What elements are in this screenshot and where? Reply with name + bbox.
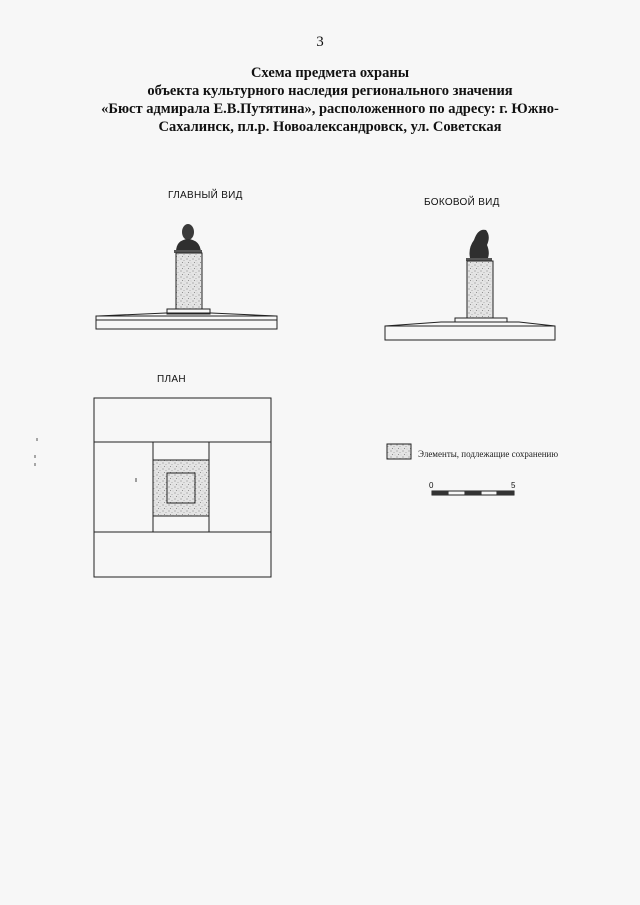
margin-marks bbox=[35, 438, 37, 466]
platform-front bbox=[96, 320, 277, 329]
scale-bar bbox=[432, 491, 514, 495]
side-view-label: БОКОВОЙ ВИД bbox=[424, 197, 500, 208]
pedestal-side bbox=[467, 261, 493, 318]
bust-side bbox=[466, 230, 492, 261]
scale-end-label: 5 bbox=[511, 481, 516, 490]
title-line-4: Сахалинск, пл.р. Новоалександровск, ул. Советская bbox=[158, 119, 502, 135]
main-view-drawing bbox=[96, 224, 277, 329]
page-number: 3 bbox=[316, 34, 324, 50]
plan-view-label: ПЛАН bbox=[157, 374, 186, 385]
title-line-2: объекта культурного наследия регионального значения bbox=[147, 83, 513, 99]
title-line-3: «Бюст адмирала Е.В.Путятина», расположенного по адресу: г. Южно- bbox=[101, 101, 559, 117]
plan-base-preserved bbox=[153, 460, 209, 516]
bust-front bbox=[174, 224, 202, 253]
legend-label: Элементы, подлежащие сохранению bbox=[418, 449, 559, 459]
title-line-1: Схема предмета охраны bbox=[250, 65, 410, 81]
side-view-drawing bbox=[385, 230, 555, 340]
platform-side bbox=[385, 326, 555, 340]
pedestal-front bbox=[176, 253, 202, 309]
plan-view-drawing bbox=[94, 398, 271, 577]
scale-start-label: 0 bbox=[429, 481, 434, 490]
legend-swatch bbox=[387, 444, 411, 459]
main-view-label: ГЛАВНЫЙ ВИД bbox=[168, 190, 243, 201]
